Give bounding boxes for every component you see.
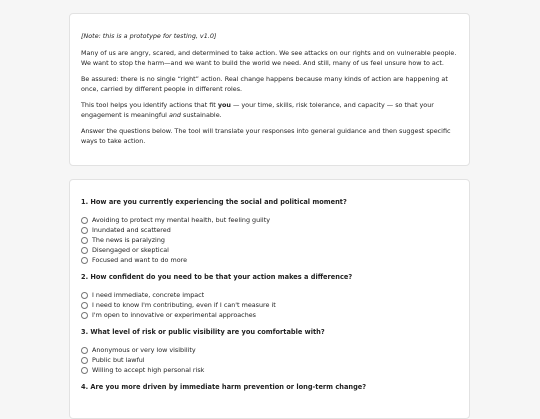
radio-button[interactable] [81,312,88,319]
radio-option[interactable] [81,300,458,310]
radio-option[interactable] [81,345,458,355]
radio-option-label: I'm open to innovative or experimental approaches [92,311,256,319]
option-group-2 [81,290,458,320]
radio-button[interactable] [81,292,88,299]
radio-button[interactable] [81,247,88,254]
radio-button[interactable] [81,257,88,264]
question-list [81,198,458,392]
intro-paragraph-4: Answer the questions below. The tool will translate your responses into general guidance and then suggest specific ways to take action. [81,127,451,145]
radio-option[interactable] [81,215,458,225]
radio-option-label: Anonymous or very low visibility [92,346,196,354]
radio-option[interactable] [81,290,458,300]
radio-button[interactable] [81,237,88,244]
radio-option[interactable] [81,365,458,375]
radio-button[interactable] [81,227,88,234]
radio-option[interactable] [81,310,458,320]
intro-paragraph-1: Many of us are angry, scared, and determined to take action. We see attacks on our rights and on vulnerable people. We want to stop the harm—and we want to build the world we need. And still, many of us feel unsure how to act. [81,49,457,67]
radio-option-label: I need to know I'm contributing, even if I can't measure it [92,301,276,309]
radio-option[interactable] [81,245,458,255]
intro-emphasis-you: you [217,101,231,109]
radio-option-label: The news is paralyzing [92,236,165,244]
radio-option-label: Focused and want to do more [92,256,188,264]
radio-option-label: Willing to accept high personal risk [92,366,205,374]
radio-button[interactable] [81,347,88,354]
radio-option-label: I need immediate, concrete impact [92,291,205,299]
radio-button[interactable] [81,357,88,364]
option-group-3 [81,345,458,375]
questionnaire-card [69,179,470,419]
intro-paragraph-2: Be assured: there is no single “right” action. Real change happens because many kinds of action are happening at once, carried by different people in different roles. [81,75,448,93]
radio-option-label: Disengaged or skeptical [92,246,169,254]
intro-card [69,13,470,166]
question-label-3: 3. What level of risk or public visibility are you comfortable with? [81,328,325,336]
prototype-note: [Note: this is a prototype for testing, v1.0] [81,32,217,40]
radio-option[interactable] [81,225,458,235]
intro-text: — your time, skills, risk tolerance, and capacity — so that your engagement is meaningful [81,101,434,119]
radio-option-label: Avoiding to protect my mental health, but feeling guilty [92,216,270,224]
radio-button[interactable] [81,302,88,309]
radio-option[interactable] [81,235,458,245]
intro-paragraph-3 [81,100,458,120]
intro-emphasis-and: and [168,111,181,119]
question-label-1: 1. How are you currently experiencing the social and political moment? [81,198,347,206]
radio-button[interactable] [81,217,88,224]
radio-button[interactable] [81,367,88,374]
radio-option[interactable] [81,355,458,365]
question-label-4: 4. Are you more driven by immediate harm prevention or long-term change? [81,383,367,391]
option-group-1 [81,215,458,265]
radio-option-label: Inundated and scattered [92,226,171,234]
intro-text: sustainable. [180,111,222,119]
radio-option-label: Public but lawful [92,356,145,364]
radio-option[interactable] [81,255,458,265]
question-label-2: 2. How confident do you need to be that your action makes a difference? [81,273,353,281]
intro-text: This tool helps you identify actions that fit [81,101,218,109]
